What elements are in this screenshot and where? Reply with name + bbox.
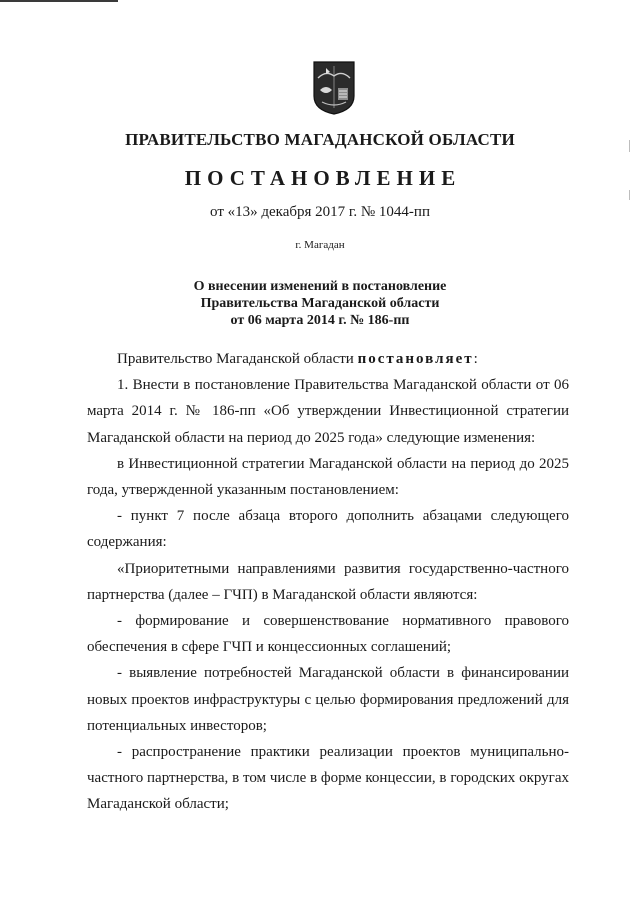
government-title: ПРАВИТЕЛЬСТВО МАГАДАНСКОЙ ОБЛАСТИ (125, 130, 515, 149)
body-paragraph: - формирование и совершенствование нормативного правового обеспечения в сфере ГЧП и концессионных соглашений; (87, 613, 569, 656)
document-type-heading: ПОСТАНОВЛЕНИЕ (184, 166, 462, 190)
body-paragraph: в Инвестиционной стратегии Магаданской области на период до 2025 года, утвержденной указанным постановлением: (87, 455, 569, 499)
body-paragraph: «Приоритетными направлениями развития государственно-частного партнерства (далее – ГЧП) в Магаданской области являются: (87, 560, 569, 603)
intro-prefix: Правительство Магаданской области (117, 351, 354, 367)
coat-of-arms-icon (312, 60, 356, 116)
body-paragraph: - пункт 7 после абзаца второго дополнить абзацами следующего содержания: (87, 508, 569, 551)
subject-line: О внесении изменений в постановление (193, 279, 447, 294)
scan-edge-mark (629, 190, 630, 200)
intro-suffix: : (473, 351, 478, 367)
document-city: г. Магадан (295, 239, 345, 251)
document-body (87, 346, 569, 818)
body-paragraph: 1. Внести в постановление Правительства Магаданской области от 06 марта 2014 г. № 186-пп «Об утверждении Инвестиционной стратегии Магаданской области на период до 2025 года» следующие изменения: (87, 377, 569, 446)
body-paragraph: - распространение практики реализации проектов муниципально-частного партнерства, в том числе в форме концессии, в городских округах Магаданской области; (87, 744, 569, 813)
scan-edge-line (0, 0, 118, 2)
subject-line: от 06 марта 2014 г. № 186-пп (230, 313, 410, 328)
decree-word: постановляет (357, 351, 474, 367)
body-intro (87, 346, 569, 372)
document-date-number: от «13» декабря 2017 г. № 1044-пп (210, 204, 430, 220)
subject-line: Правительства Магаданской области (200, 296, 440, 311)
document-subject (0, 278, 640, 329)
scan-edge-mark (629, 140, 630, 152)
body-paragraph: - выявление потребностей Магаданской области в финансировании новых проектов инфраструктуры с целью формирования предложений для потенциальных инвесторов; (87, 665, 569, 734)
